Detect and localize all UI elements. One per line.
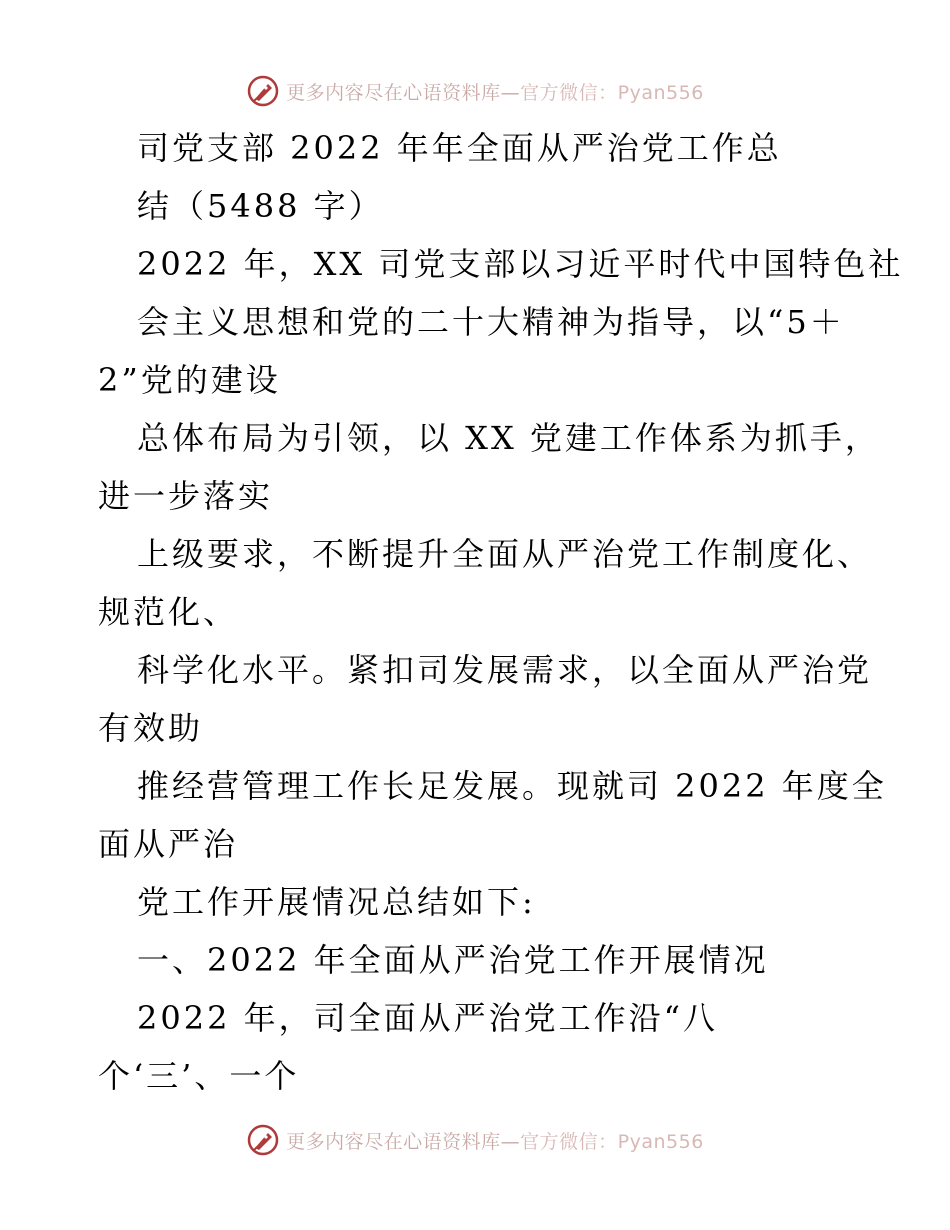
watermark-text [286, 78, 704, 105]
paragraph-line: 总体布局为引领，以 XX 党建工作体系为抓手， [137, 419, 880, 457]
paragraph-line: 2022 年，司全面从严治党工作沿“八 [137, 999, 718, 1037]
paragraph-line: 2022 年，XX 司党支部以习近平时代中国特色社 [137, 245, 904, 283]
section-heading: 一、2022 年全面从严治党工作开展情况 [137, 941, 769, 979]
paragraph-line: 2”党的建设 [98, 361, 281, 399]
paragraph-line: 进一步落实 [98, 477, 274, 515]
paragraph-line: 上级要求，不断提升全面从严治党工作制度化、 [137, 535, 873, 573]
watermark-separator: — [500, 81, 521, 104]
header-watermark [0, 71, 950, 111]
pen-nib-logo-icon [246, 74, 280, 108]
watermark-wechat: 官方微信：Pyan556 [520, 1130, 704, 1153]
watermark-text [286, 1127, 704, 1154]
document-title-line-1: 司党支部 2022 年年全面从严治党工作总 [137, 129, 782, 167]
watermark-separator: — [500, 1130, 521, 1153]
paragraph-line: 推经营管理工作长足发展。现就司 2022 年度全 [137, 767, 887, 805]
watermark-site-name: 更多内容尽在心语资料库 [286, 1130, 501, 1153]
watermark-group [246, 1123, 704, 1157]
watermark-site-name: 更多内容尽在心语资料库 [286, 81, 501, 104]
paragraph-line: 会主义思想和党的二十大精神为指导，以“5＋ [137, 303, 845, 341]
paragraph-line: 党工作开展情况总结如下: [137, 883, 536, 921]
paragraph-line: 规范化、 [98, 593, 239, 631]
pen-nib-logo-icon [246, 1123, 280, 1157]
paragraph-line: 科学化水平。紧扣司发展需求，以全面从严治党 [137, 651, 873, 689]
paragraph-line: 面从严治 [98, 825, 239, 863]
document-title-line-2: 结（5488 字） [137, 187, 384, 225]
footer-watermark [0, 1120, 950, 1160]
watermark-group [246, 74, 704, 108]
paragraph-line: 个‘三’、一个 [98, 1057, 300, 1095]
watermark-wechat: 官方微信：Pyan556 [520, 81, 704, 104]
paragraph-line: 有效助 [98, 709, 204, 747]
